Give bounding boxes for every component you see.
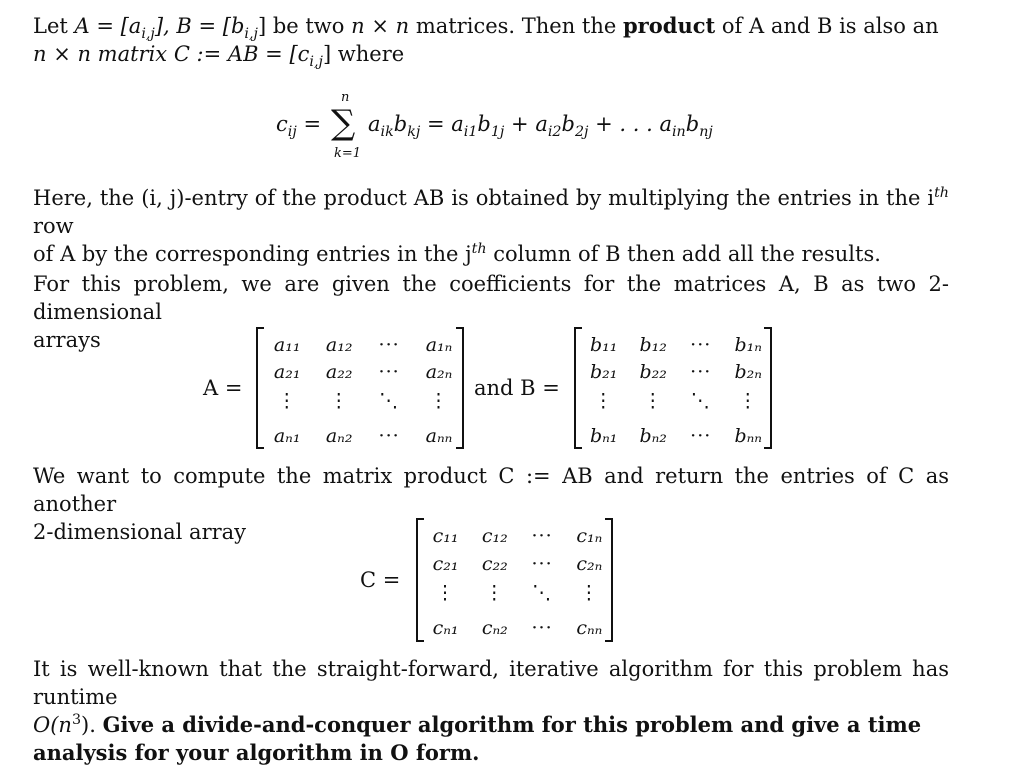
matrix-a-cell-1-1: a₁₁ xyxy=(273,334,301,357)
sum-upper-limit: n xyxy=(341,90,350,105)
intro-paragraph xyxy=(33,12,949,71)
intro-line-2: n × n matrix C := AB = $[c_{i,j}]$ where xyxy=(33,42,405,71)
matrix-a-cell-4-3: ··· xyxy=(378,424,400,447)
matrix-b-cell-3-3: ⋱ xyxy=(690,390,711,413)
matrix-a-cell-2-2: a₂₂ xyxy=(325,361,353,384)
matrix-c-cell-1-3: ··· xyxy=(531,525,553,548)
intro-line-1: Let $A = [a_{i,j}]$, $B = [b_{i,j}]$ be two n × n matrices. Then the product of A and B is also an xyxy=(33,13,939,43)
matrix-c-cell-2-3: ··· xyxy=(531,552,553,575)
matrix-a-cell-4-1: aₙ₁ xyxy=(273,424,301,447)
matrix-b-cell-3-1: ⋮ xyxy=(593,390,614,413)
matrix-b-cell-1-1: b₁₁ xyxy=(589,334,618,357)
matrix-a-cell-4-4: aₙₙ xyxy=(425,424,453,447)
matrix-a-cell-3-1: ⋮ xyxy=(277,390,298,413)
matrix-a-cell-4-2: aₙ₂ xyxy=(325,424,353,447)
matrix-c-cell-2-2: c₂₂ xyxy=(481,552,508,575)
product-term: product xyxy=(623,13,716,38)
matrix-c-cell-1-1: c₁₁ xyxy=(432,525,459,548)
matrix-a-label: A = xyxy=(203,376,243,400)
problem-line-2: arrays xyxy=(33,328,101,352)
closing-paragraph xyxy=(33,655,949,767)
sum-rhs: $a_{ik}b_{kj} = a_{i1}b_{1j} + a_{i2}b_{2j}$ + . . . $a_{in}b_{nj}$ xyxy=(368,112,713,141)
matrix-c-cell-2-4: c₂ₙ xyxy=(576,552,603,575)
matrix-b-cell-2-1: b₂₁ xyxy=(589,361,618,384)
matrix-b-cell-1-3: ··· xyxy=(690,334,712,357)
problem-line-1: For this problem, we are given the coefficients for the matrices A, B as two 2-dimensional xyxy=(33,272,949,324)
and-b-label: and B = xyxy=(474,376,560,400)
matrix-a-cell-2-4: a₂ₙ xyxy=(425,361,453,384)
matrix-b-cell-2-4: b₂ₙ xyxy=(734,361,762,384)
sum-lower-limit: k=1 xyxy=(334,146,362,161)
matrix-a-cell-1-2: a₁₂ xyxy=(325,334,353,357)
explanation-paragraph xyxy=(33,184,949,268)
matrix-b-cell-3-4: ⋮ xyxy=(738,390,759,413)
matrix-a-cell-1-3: ··· xyxy=(378,334,400,357)
matrix-c-cell-4-2: cₙ₂ xyxy=(481,617,508,640)
matrix-b-cell-2-3: ··· xyxy=(690,361,712,384)
explanation-line-2: of A by the corresponding entries in the $j^{th}$ column of B then add all the results. xyxy=(33,241,881,266)
matrix-a-cell-2-3: ··· xyxy=(378,361,400,384)
matrix-a-cell-1-4: a₁ₙ xyxy=(425,334,453,357)
matrix-c-cell-1-4: c₁ₙ xyxy=(576,525,603,548)
explanation-line-1: Here, the (i, j)-entry of the product AB is obtained by multiplying the entries in the $i^{th}$ row xyxy=(33,185,949,238)
matrix-b-cell-3-2: ⋮ xyxy=(643,390,664,413)
matrix-c-cell-2-1: c₂₁ xyxy=(432,552,459,575)
matrix-c-cell-1-2: c₁₂ xyxy=(481,525,508,548)
matrix-c-cell-3-4: ⋮ xyxy=(579,582,600,605)
matrix-b-cell-1-2: b₁₂ xyxy=(639,334,667,357)
sigma-symbol: ∑ xyxy=(331,103,356,143)
matrix-b-cell-2-2: b₂₂ xyxy=(639,361,667,384)
compute-line-1: We want to compute the matrix product C := AB and return the entries of C as another xyxy=(33,464,949,516)
matrix-a-cell-2-1: a₂₁ xyxy=(273,361,301,384)
matrix-b xyxy=(574,327,772,449)
closing-line-1: It is well-known that the straight-forward, iterative algorithm for this problem has runtime xyxy=(33,657,949,709)
matrix-b-cell-4-3: ··· xyxy=(690,424,712,447)
matrix-b-cell-4-4: bₙₙ xyxy=(734,424,763,447)
matrix-c-cell-4-3: ··· xyxy=(531,617,553,640)
matrix-b-cell-4-2: bₙ₂ xyxy=(639,424,667,447)
matrix-a xyxy=(256,327,464,449)
matrix-a-cell-3-3: ⋱ xyxy=(379,390,400,413)
matrix-c-label: C = xyxy=(360,568,401,592)
matrix-c xyxy=(416,518,613,642)
matrix-c-cell-3-1: ⋮ xyxy=(435,582,456,605)
matrix-c-cell-4-1: cₙ₁ xyxy=(432,617,459,640)
matrix-b-cell-4-1: bₙ₁ xyxy=(589,424,618,447)
matrix-b-cell-1-4: b₁ₙ xyxy=(734,334,762,357)
sum-lhs: $c_{ij}$ = xyxy=(276,112,322,141)
closing-line-2: $O(n^3)$. Give a divide-and-conquer algorithm for this problem and give a time xyxy=(33,712,922,737)
closing-line-3: analysis for your algorithm in O form. xyxy=(33,740,480,765)
matrix-c-cell-3-2: ⋮ xyxy=(484,582,505,605)
matrix-a-cell-3-4: ⋮ xyxy=(429,390,450,413)
problem-paragraph xyxy=(33,270,949,357)
matrix-c-cell-3-3: ⋱ xyxy=(532,582,553,605)
matrix-a-cell-3-2: ⋮ xyxy=(329,390,350,413)
matrix-c-cell-4-4: cₙₙ xyxy=(576,617,603,640)
compute-line-2: 2-dimensional array xyxy=(33,520,247,544)
